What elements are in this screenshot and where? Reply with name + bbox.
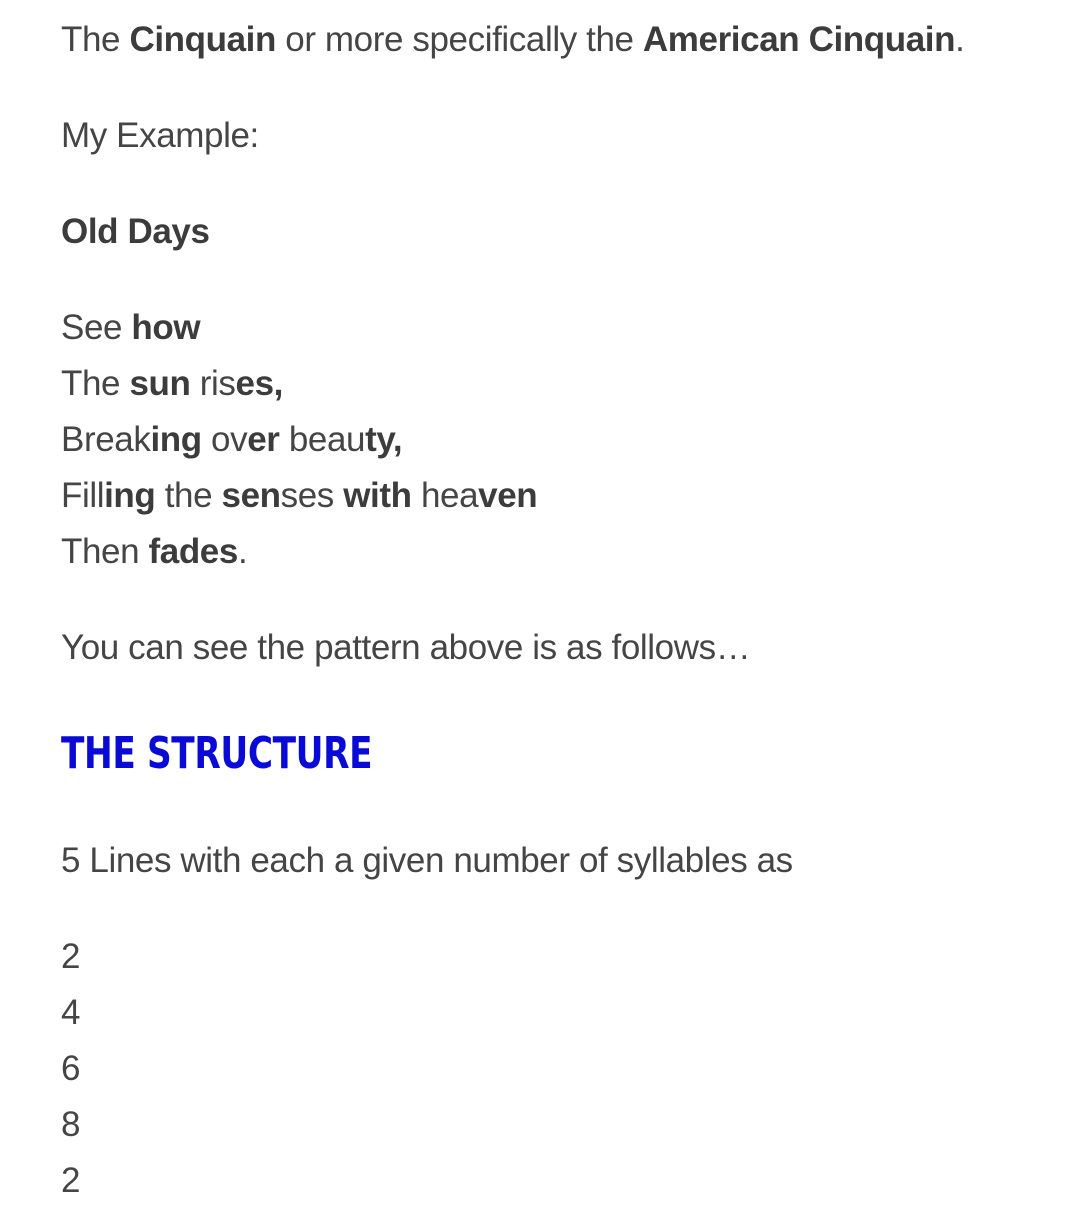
poem-syllable: .: [237, 532, 248, 571]
poem-stressed-syllable: how: [131, 308, 201, 347]
poem-syllable: Fill: [61, 476, 105, 515]
lines-description: 5 Lines with each a given number of syllables as: [61, 841, 793, 880]
poem-stressed-syllable: sen: [221, 476, 281, 515]
poem-stressed-syllable: with: [343, 476, 412, 515]
poem-syllable: ses: [280, 476, 344, 515]
poem-line: [61, 356, 537, 412]
poem-syllable: The: [61, 364, 130, 403]
poem-stressed-syllable: er: [247, 420, 280, 459]
syllable-count: 8: [61, 1105, 81, 1144]
poem-stressed-syllable: sun: [129, 364, 191, 403]
syllable-count: 2: [61, 937, 81, 976]
poem-syllable: ov: [201, 420, 248, 459]
syllable-count: 4: [61, 993, 81, 1032]
poem-line: [61, 468, 537, 524]
poem-line: [61, 300, 537, 356]
poem-stressed-syllable: ven: [478, 476, 538, 515]
syllable-count-list: [61, 929, 80, 1209]
poem-line: [61, 524, 537, 580]
poem-stressed-syllable: fades: [148, 532, 238, 571]
poem-body: [61, 300, 537, 580]
poem-syllable: Then: [61, 532, 149, 571]
poem-stressed-syllable: ing: [104, 476, 156, 515]
poem-title: Old Days: [61, 212, 210, 251]
syllable-count: 2: [61, 1161, 81, 1200]
poem-stressed-syllable: ing: [150, 420, 202, 459]
poem-stressed-syllable: ty,: [365, 420, 403, 459]
american-cinquain-term: American Cinquain: [642, 20, 956, 59]
structure-heading: THE STRUCTURE: [61, 728, 373, 779]
example-label: My Example:: [61, 116, 259, 155]
intro-text-2: or more specifically the: [275, 20, 643, 59]
poem-line: [61, 412, 537, 468]
poem-syllable: See: [61, 308, 132, 347]
intro-text-1: The: [61, 20, 130, 59]
poem-syllable: the: [155, 476, 222, 515]
intro-text-3: .: [955, 20, 965, 59]
cinquain-term: Cinquain: [129, 20, 276, 59]
intro-paragraph: [61, 12, 964, 68]
poem-syllable: Break: [61, 420, 151, 459]
poem-stressed-syllable: es,: [235, 364, 283, 403]
pattern-text: You can see the pattern above is as follows…: [61, 628, 751, 667]
poem-syllable: beau: [279, 420, 366, 459]
syllable-count: 6: [61, 1049, 81, 1088]
poem-syllable: ris: [190, 364, 236, 403]
poem-syllable: hea: [411, 476, 479, 515]
